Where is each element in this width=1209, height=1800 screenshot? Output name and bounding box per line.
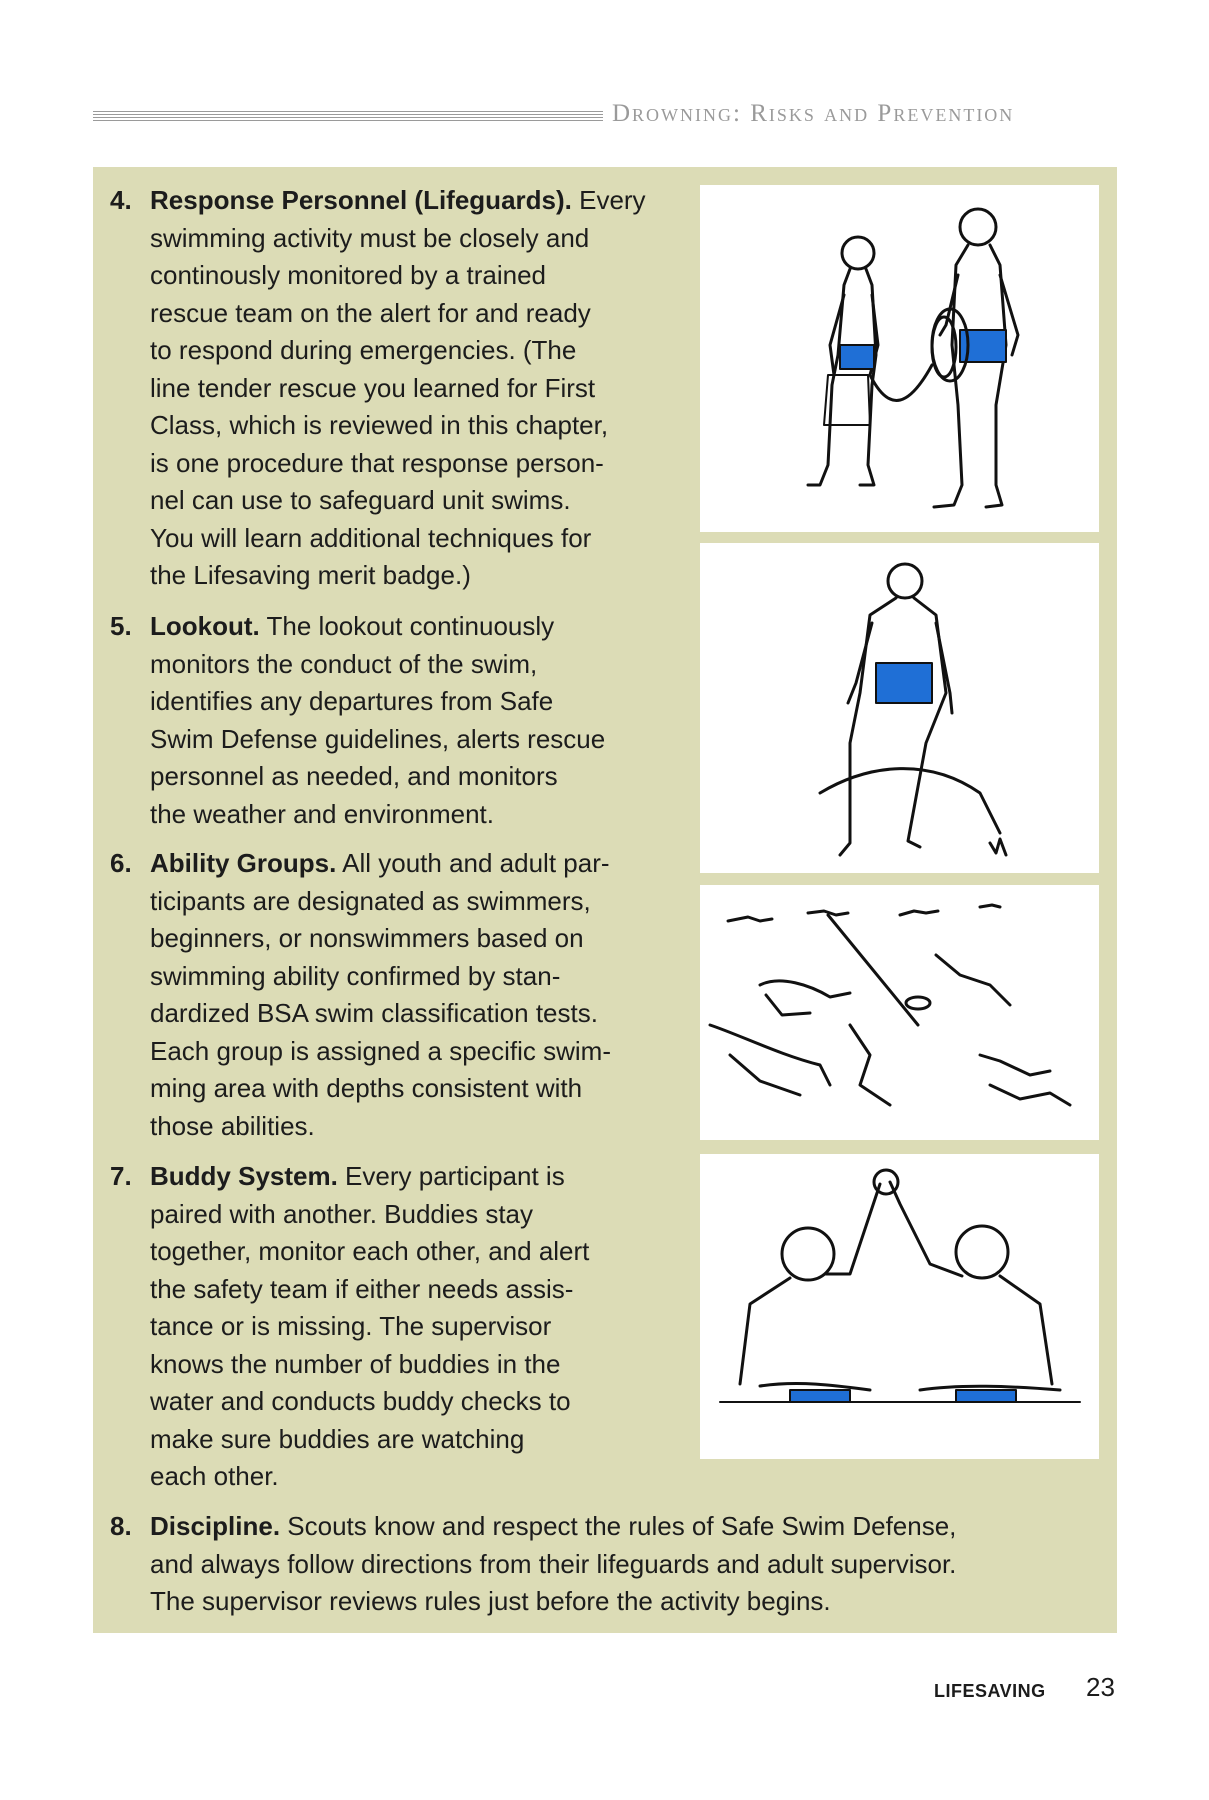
- list-item-heading: Response Personnel (Lifeguards).: [150, 185, 572, 215]
- list-item-number: 4.: [110, 185, 132, 215]
- list-item-heading: Ability Groups.: [150, 848, 337, 878]
- list-item-heading: Buddy System.: [150, 1161, 338, 1191]
- list-item-number: 7.: [110, 1161, 132, 1191]
- list-item-body: Buddy System. Every participant is paired with another. Buddies stay together, monitor each other, and alert the safety team if either needs assis- tance or is missing. The supervisor knows the number of buddies in the water and conducts buddy checks to make sure buddies are watching each other.: [150, 1161, 590, 1491]
- list-item-heading: Lookout.: [150, 611, 260, 641]
- lookout-illustration-icon: [700, 543, 1099, 873]
- running-header-title: Drowning: Risks and Prevention: [612, 100, 1015, 127]
- swimmers-ability-groups-illustration-icon: [700, 885, 1099, 1140]
- header-rule: [93, 111, 603, 122]
- buddy-check-illustration-icon: [700, 1154, 1099, 1459]
- list-item-number: 6.: [110, 848, 132, 878]
- list-item-body: Discipline. Scouts know and respect the rules of Safe Swim Defense, and always follow directions from their lifeguards and adult supervisor. The supervisor reviews rules just before the activity begins.: [150, 1511, 957, 1616]
- page-number: 23: [1086, 1672, 1115, 1702]
- list-item-body: Ability Groups. All youth and adult par- ticipants are designated as swimmers, beginners, or nonswimmers based on swimming ability confirmed by stan- dardized BSA swim classification tests. Each group is assigned a specific swim- ming area with depths consistent with those abilities.: [150, 848, 611, 1141]
- list-item-heading: Discipline.: [150, 1511, 281, 1541]
- list-item-body: Lookout. The lookout continuously monitors the conduct of the swim, identifies any departures from Safe Swim Defense guidelines, alerts rescue personnel as needed, and monitors the weather and environment.: [150, 611, 606, 829]
- footer-section-name: LIFESAVING: [934, 1681, 1046, 1701]
- line-tender-rescue-illustration-icon: [700, 185, 1099, 532]
- list-item-number: 5.: [110, 611, 132, 641]
- list-item-number: 8.: [110, 1511, 132, 1541]
- list-item-body: Response Personnel (Lifeguards). Every swimming activity must be closely and continously monitored by a trained rescue team on the alert for and ready to respond during emergencies. (The line tender rescue you learned for First Class, which is reviewed in this chapter, is one procedure that response person- nel can use to safeguard unit swims. You will learn additional techniques for the Lifesaving merit badge.): [150, 185, 646, 590]
